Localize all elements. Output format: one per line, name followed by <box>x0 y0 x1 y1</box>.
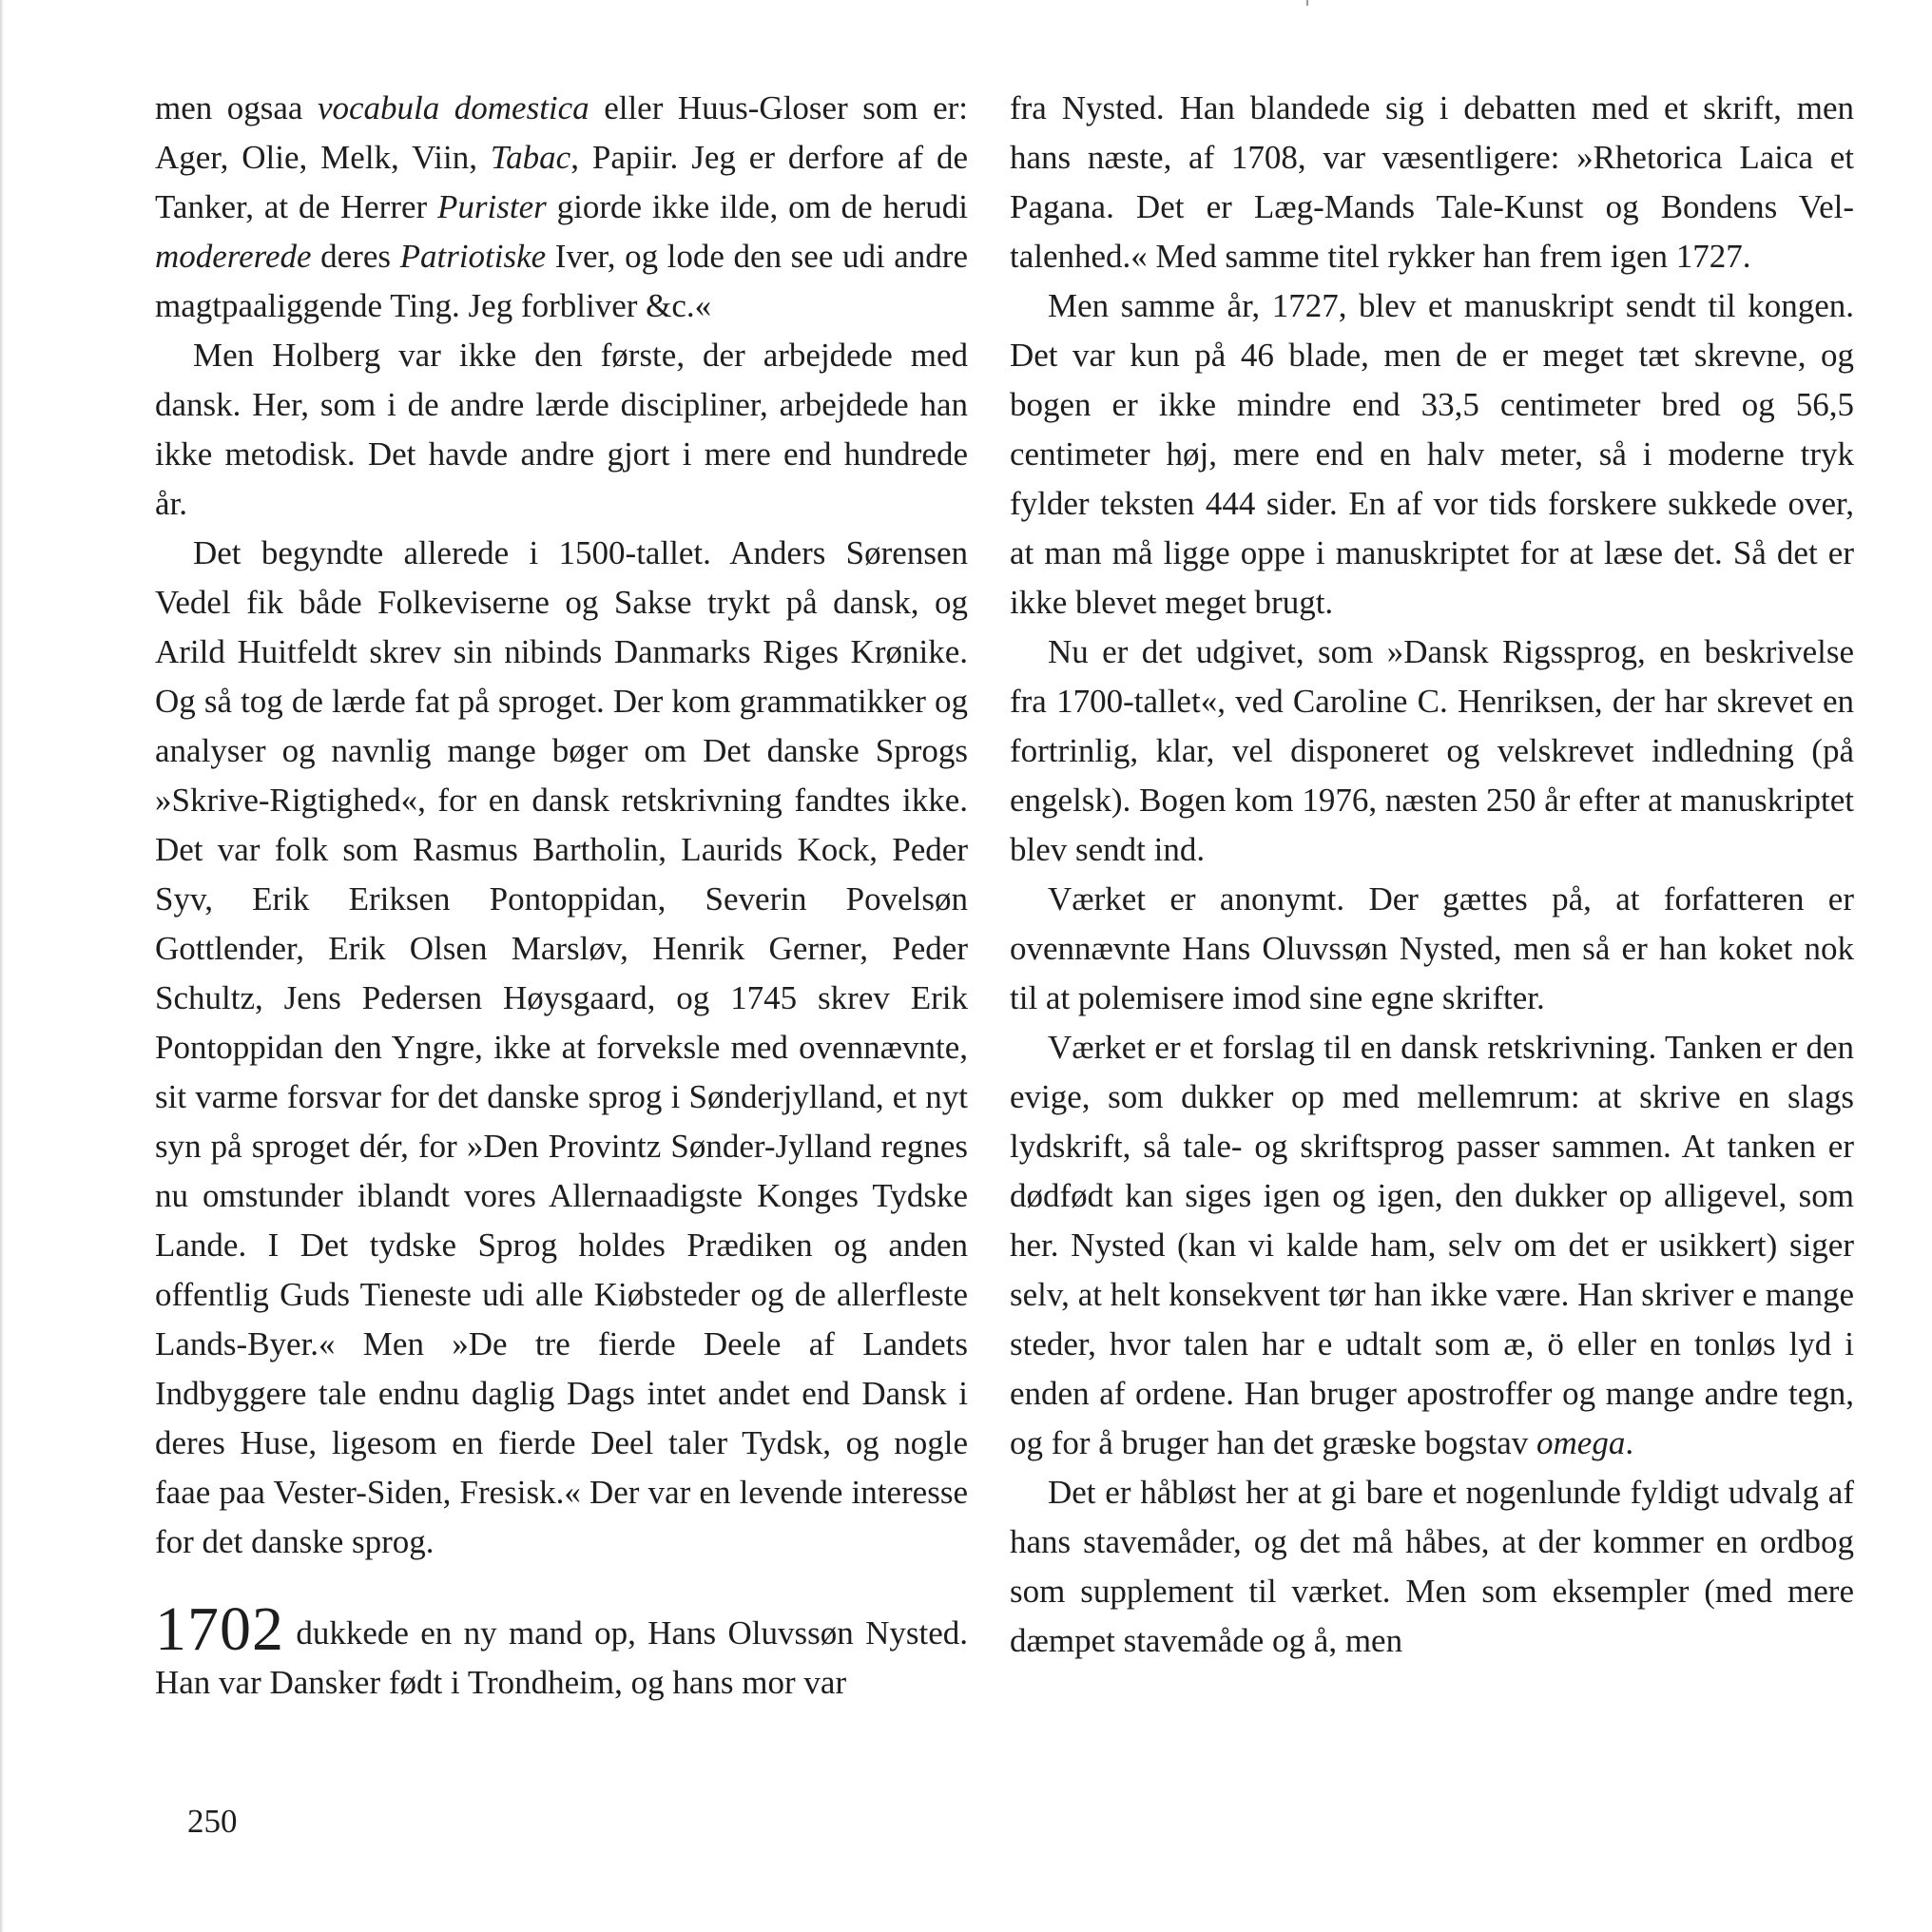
right-paragraph-6: Det er håbløst her at gi bare et nogenlunde fyldigt udvalg af hans stavemåder, og det må håbes, at der kommer en ordbog som supplement til værket. Men som eksempler (med mere dæmpet stavemåde og å, men <box>1010 1474 1854 1659</box>
left-column <box>155 84 968 1708</box>
left-paragraph-2: Men Holberg var ikke den første, der arbejdede med dansk. Her, som i de andre lærde discipliner, arbejdede han ikke metodisk. Det havde andre gjort i mere end hundrede år. <box>155 337 968 522</box>
section-year: 1702 <box>155 1594 284 1664</box>
left-paragraph-1: men ogsaa vocabula domestica eller Huus-Gloser som er: Ager, Olie, Melk, Viin, Tabac, Papiir. Jeg er derfore af de Tanker, at de Herrer Purister giorde ikke ilde, om de herudi modererede deres Patriotiske Iver, og lode den see udi andre magtpaaliggende Ting. Jeg forbliver &c.« <box>155 89 968 324</box>
page-top-mark <box>1306 0 1308 6</box>
left-paragraph-3: Det begyndte allerede i 1500-tallet. Anders Sørensen Vedel fik både Folkeviserne og Sakse trykt på dansk, og Arild Huitfeldt skrev sin nibinds Danmarks Riges Krønike. Og så tog de lærde fat på sproget. Der kom grammatikker og analyser og navnlig mange bøger om Det danske Sprogs »Skrive-Rigtighed«, for en dansk retskrivning fandtes ikke. Det var folk som Rasmus Bartholin, Laurids Kock, Peder Syv, Erik Eriksen Pontoppidan, Severin Povelsøn Gottlender, Erik Olsen Marsløv, Henrik Gerner, Peder Schultz, Jens Pedersen Høysgaard, og 1745 skrev Erik Pontoppidan den Yngre, ikke at forveksle med ovennævnte, sit varme forsvar for det danske sprog i Sønderjylland, et nyt syn på sproget dér, for »Den Provintz Sønder-Jylland regnes nu omstunder iblandt vores Allernaadigste Konges Tydske Lande. I Det tydske Sprog holdes Prædiken og anden offentlig Guds Tieneste udi alle Kiøbsteder og de allerfleste Lands-Byer.« Men »De tre fierde Deele af Landets Indbyggere tale endnu daglig Dags intet andet end Dansk i deres Huse, ligesom en fierde Deel taler Tydsk, og nogle faae paa Vester-Siden, Fresisk.« Der var en levende interesse for det danske sprog. <box>155 534 968 1560</box>
left-paragraph-4: 1702 dukkede en ny mand op, Hans Oluvssøn Nysted. Han var Dansker født i Trondheim, og hans mor var <box>155 1594 968 1701</box>
right-paragraph-1: fra Nysted. Han blandede sig i debatten med et skrift, men hans næste, af 1708, var væsentligere: »Rhetorica Laica et Pagana. Det er Læg-Mands Tale-Kunst og Bondens Vel-talenhed.« Med samme titel rykker han frem igen 1727. <box>1010 89 1854 275</box>
right-paragraph-4: Værket er anonymt. Der gættes på, at forfatteren er ovennævnte Hans Oluvssøn Nysted, men så er han koket nok til at polemisere imod sine egne skrifter. <box>1010 880 1854 1016</box>
page-edge-shadow <box>0 0 4 1932</box>
right-paragraph-5: Værket er et forslag til en dansk retskrivning. Tanken er den evige, som dukker op med mellemrum: at skrive en slags lydskrift, så tale- og skriftsprog passer sammen. At tanken er dødfødt kan siges igen og igen, den dukker op alligevel, som her. Nysted (kan vi kalde ham, selv om det er usikkert) siger selv, at helt konsekvent tør han ikke være. Han skriver e mange steder, hvor talen har e udtalt som æ, ö eller en tonløs lyd i enden af ordene. Han bruger apostroffer og mange andre tegn, og for å bruger han det græske bogstav omega. <box>1010 1029 1854 1461</box>
page-number: 250 <box>187 1803 238 1840</box>
right-column <box>1010 84 1854 1666</box>
right-paragraph-2: Men samme år, 1727, blev et manuskript sendt til kongen. Det var kun på 46 blade, men de er meget tæt skrevne, og bogen er ikke mindre end 33,5 centimeter bred og 56,5 centimeter høj, mere end en halv meter, så i moderne tryk fylder teksten 444 sider. En af vor tids forskere sukkede over, at man må ligge oppe i manuskriptet for at læse det. Så det er ikke blevet meget brugt. <box>1010 287 1854 621</box>
right-paragraph-3: Nu er det udgivet, som »Dansk Rigssprog, en beskrivelse fra 1700-tallet«, ved Caroline C. Henriksen, der har skrevet en fortrinlig, klar, vel disponeret og velskrevet indledning (på engelsk). Bogen kom 1976, næsten 250 år efter at manuskriptet blev sendt ind. <box>1010 633 1854 868</box>
